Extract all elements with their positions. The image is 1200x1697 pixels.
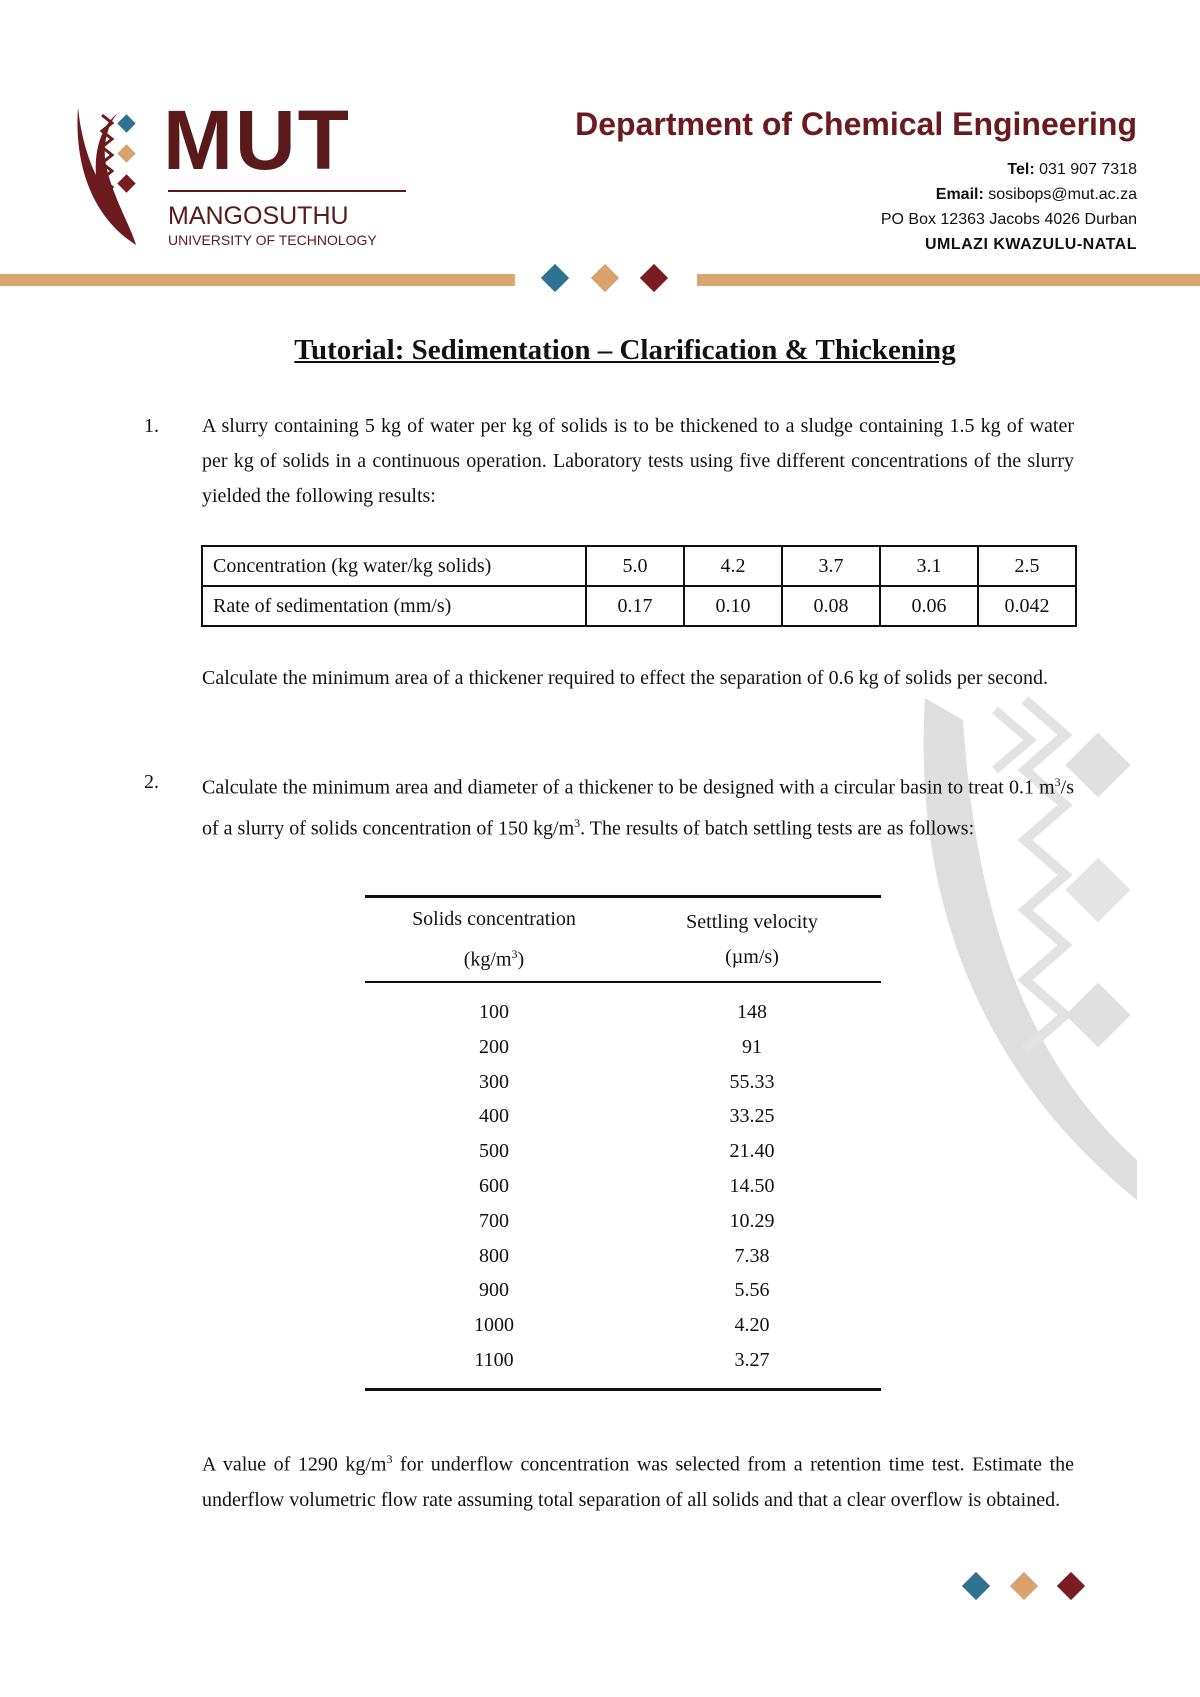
department-title: Department of Chemical Engineering bbox=[575, 106, 1137, 142]
table-cell: 0.06 bbox=[880, 586, 978, 626]
table-cell: 4.2 bbox=[684, 546, 782, 586]
table-cell: 0.17 bbox=[586, 586, 684, 626]
table-cell: 0.08 bbox=[782, 586, 880, 626]
table-row: 300 55.33 bbox=[479, 1070, 775, 1093]
table-row: 1100 3.27 bbox=[474, 1348, 770, 1371]
q1-intro: A slurry containing 5 kg of water per kg of solids is to be thickened to a sludge containing 1.5 kg of water per kg of solids in a continuous operation. Laboratory tests using five different concentrations of the slurry yielded the following results: bbox=[202, 415, 1074, 507]
table-header bbox=[365, 898, 881, 981]
logo-wordmark: MUT bbox=[163, 93, 351, 187]
table-row: 700 10.29 bbox=[479, 1209, 775, 1232]
tutorial-title: Tutorial: Sedimentation – Clarification & Thickening bbox=[294, 334, 956, 366]
table-cell: 2.5 bbox=[978, 546, 1076, 586]
table-row bbox=[202, 586, 1076, 626]
table-row: 400 33.25 bbox=[479, 1105, 775, 1128]
table-cell: 0.10 bbox=[684, 586, 782, 626]
tel-label: Tel: bbox=[1007, 161, 1035, 178]
contact-address: PO Box 12363 Jacobs 4026 Durban bbox=[880, 211, 1137, 228]
table-row: 900 5.56 bbox=[479, 1279, 770, 1302]
footer-gold-diamond-icon bbox=[1010, 1572, 1038, 1600]
table-row bbox=[202, 546, 1076, 586]
table-cell: 3.7 bbox=[782, 546, 880, 586]
table-cell: 5.0 bbox=[586, 546, 684, 586]
col-solids-header: Solids concentration $(kg/m^3)$ bbox=[412, 907, 576, 971]
table-cell: 0.042 bbox=[978, 586, 1076, 626]
q2-intro: Calculate the minimum area and diameter of a thickener to be designed with a circular basin to treat 0.1 $m^3/s$ of a slurry of solids concentration of 150 $kg/m^3$. The results of batch settling tests are as follows: bbox=[202, 775, 1074, 840]
q2-settling-table bbox=[365, 895, 881, 1391]
contact-email bbox=[936, 185, 1137, 205]
header-band-left bbox=[0, 274, 515, 286]
table-row: 600 14.50 bbox=[479, 1174, 775, 1197]
table-bottom-rule bbox=[365, 1388, 881, 1391]
email-label: Email: bbox=[935, 186, 984, 203]
q2-closing: A value of 1290 $kg/m^3$ for underflow concentration was selected from a retention time test. Estimate the underflow volumetric flow rate assuming total separation of all solids and that a clear overflow is obtained. bbox=[202, 1452, 1074, 1511]
col-velocity-header: Settling velocity (µm/s) bbox=[686, 910, 818, 968]
footer-maroon-diamond-icon bbox=[1057, 1572, 1085, 1600]
table-cell: 3.1 bbox=[880, 546, 978, 586]
header-band-right bbox=[697, 274, 1200, 286]
contact-tel bbox=[1007, 160, 1137, 180]
table-row: 800 7.38 bbox=[479, 1244, 770, 1267]
q1-question: Calculate the minimum area of a thickener required to effect the separation of 0.6 kg of solids per second. bbox=[202, 667, 1048, 689]
logo-divider bbox=[168, 190, 406, 192]
teal-diamond-icon bbox=[541, 264, 569, 292]
q2-number: 2. bbox=[144, 771, 159, 793]
q1-number: 1. bbox=[144, 415, 159, 437]
logo-university-name: MANGOSUTHU bbox=[168, 202, 349, 230]
logo-subtitle: UNIVERSITY OF TECHNOLOGY bbox=[168, 232, 377, 248]
footer-teal-diamond-icon bbox=[962, 1572, 990, 1600]
maroon-diamond-icon bbox=[640, 264, 668, 292]
table-row: 100 148 bbox=[479, 1001, 767, 1023]
table-row: 200 91 bbox=[479, 1035, 762, 1058]
row-label: Rate of sedimentation (mm/s) bbox=[202, 586, 586, 626]
email-value: sosibops@mut.ac.za bbox=[988, 186, 1137, 203]
logo-emblem bbox=[72, 105, 154, 247]
row-label: Concentration (kg water/kg solids) bbox=[202, 546, 586, 586]
table-row: 1000 4.20 bbox=[474, 1314, 770, 1337]
table-row: 500 21.40 bbox=[479, 1140, 775, 1163]
contact-region: UMLAZI KWAZULU-NATAL bbox=[924, 236, 1137, 253]
tel-value: 031 907 7318 bbox=[1039, 161, 1137, 178]
gold-diamond-icon bbox=[591, 264, 619, 292]
q1-data-table bbox=[201, 545, 1077, 627]
